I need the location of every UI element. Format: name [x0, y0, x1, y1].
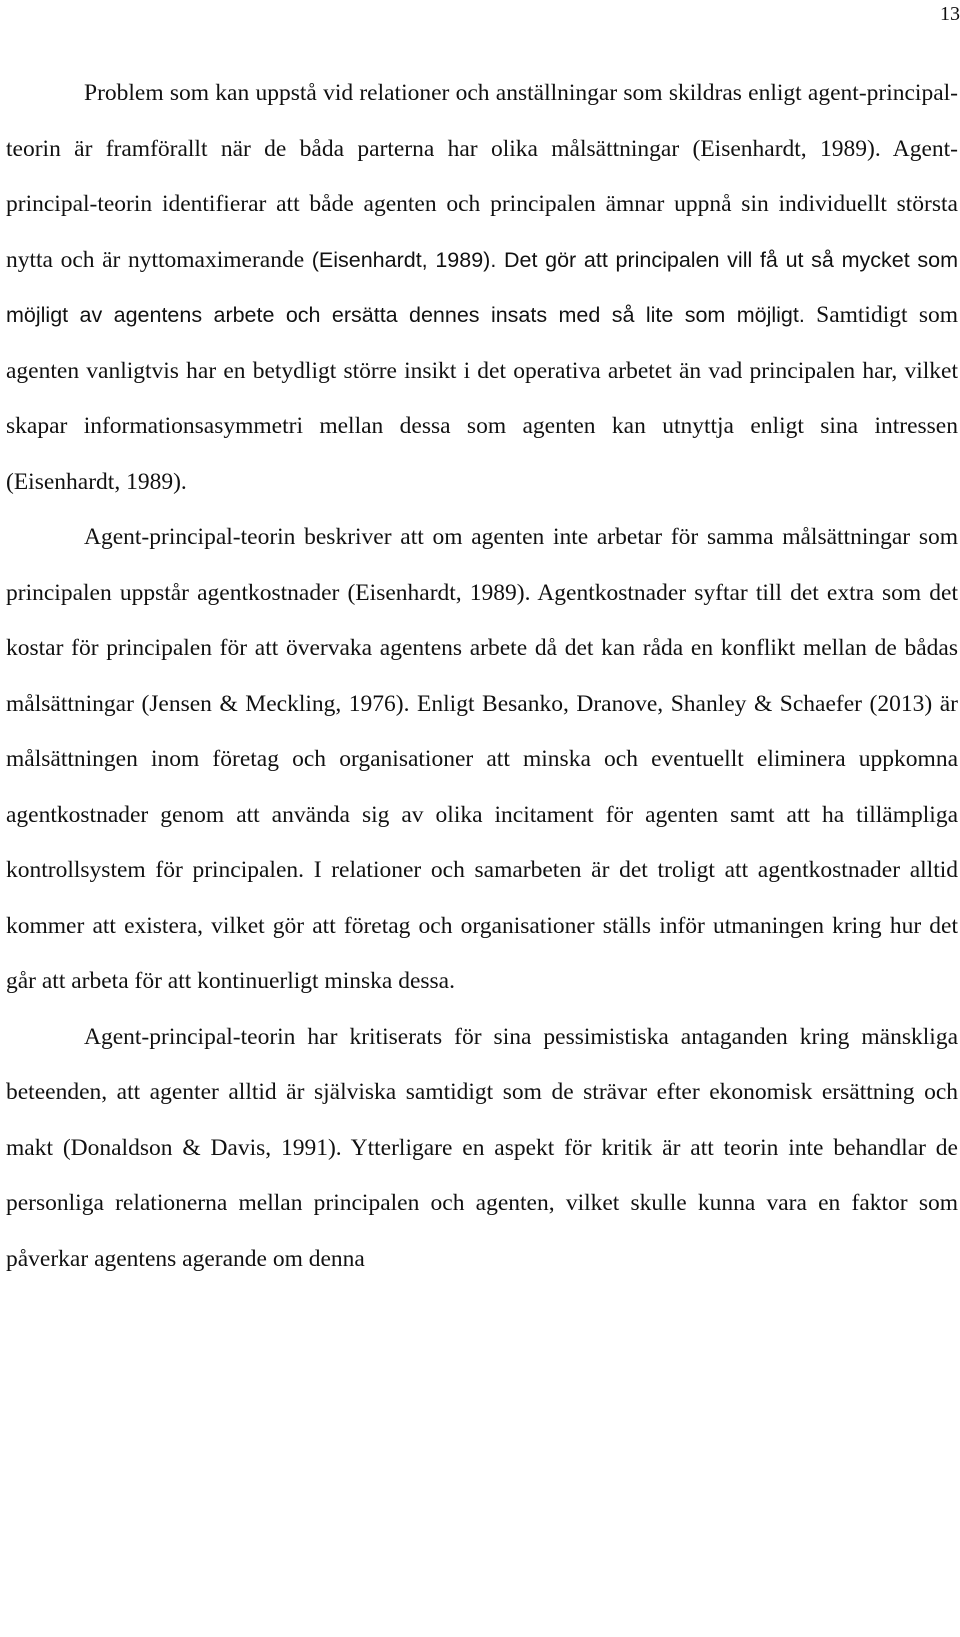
paragraph-2-segment-1: Agent-principal-teorin beskriver att om agenten inte arbetar för samma målsättningar som principalen uppstår agentkostnader (Eisenhardt, 1989). Agentkostnader syftar till det extra som det kostar för principalen för att övervaka agentens arbete då det kan råda en konflikt mellan de bådas målsättningar (Jensen & Meckling, 1976). Enligt Besanko, Dranove, Shanley & Schaefer (2013) är målsättningen inom företag och organisationer att minska och eventuellt eliminera uppkomna agentkostnader genom att använda sig av olika incitament för agenten samt att ha tillämpliga kontrollsystem för principalen. I relationer och samarbeten är det troligt att agentkostnader alltid kommer att existera, vilket gör att företag och organisationer ställs inför utmaningen kring hur det går att arbeta för att kontinuerligt minska dessa.	[6, 524, 958, 994]
paragraph-2	[6, 510, 958, 1010]
paragraph-1-segment-1: Problem som kan uppstå vid relationer och anställningar som skildras enligt agent-principal-teorin är framförallt när de båda parterna har olika målsättningar (Eisenhardt, 1989). Agent-principal-teorin identifierar att både agenten och principalen ämnar uppnå sin individuellt största nytta och är nyttomaximerande	[6, 80, 958, 273]
paragraph-3	[6, 1010, 958, 1288]
page-number: 13	[940, 3, 960, 25]
paragraph-1-segment-2: (Eisenhardt, 1989). Det gör att principalen vill få ut så mycket som möjligt av agentens arbete och ersätta dennes insats med så lite som möjligt.	[6, 247, 958, 327]
paragraph-1-segment-3: Samtidigt som agenten vanligtvis har en betydligt större insikt i det operativa arbetet än vad principalen har, vilket skapar informationsasymmetri mellan dessa som agenten kan utnyttja enligt sina intressen (Eisenhardt, 1989).	[6, 302, 958, 495]
paragraph-3-segment-1: Agent-principal-teorin har kritiserats för sina pessimistiska antaganden kring mänskliga beteenden, att agenter alltid är själviska samtidigt som de strävar efter ekonomisk ersättning och makt (Donaldson & Davis, 1991). Ytterligare en aspekt för kritik är att teorin inte behandlar de personliga relationerna mellan principalen och agenten, vilket skulle kunna vara en faktor som påverkar agentens agerande om denna	[6, 1023, 958, 1272]
paragraph-1	[6, 66, 958, 510]
body-text	[6, 66, 958, 1287]
